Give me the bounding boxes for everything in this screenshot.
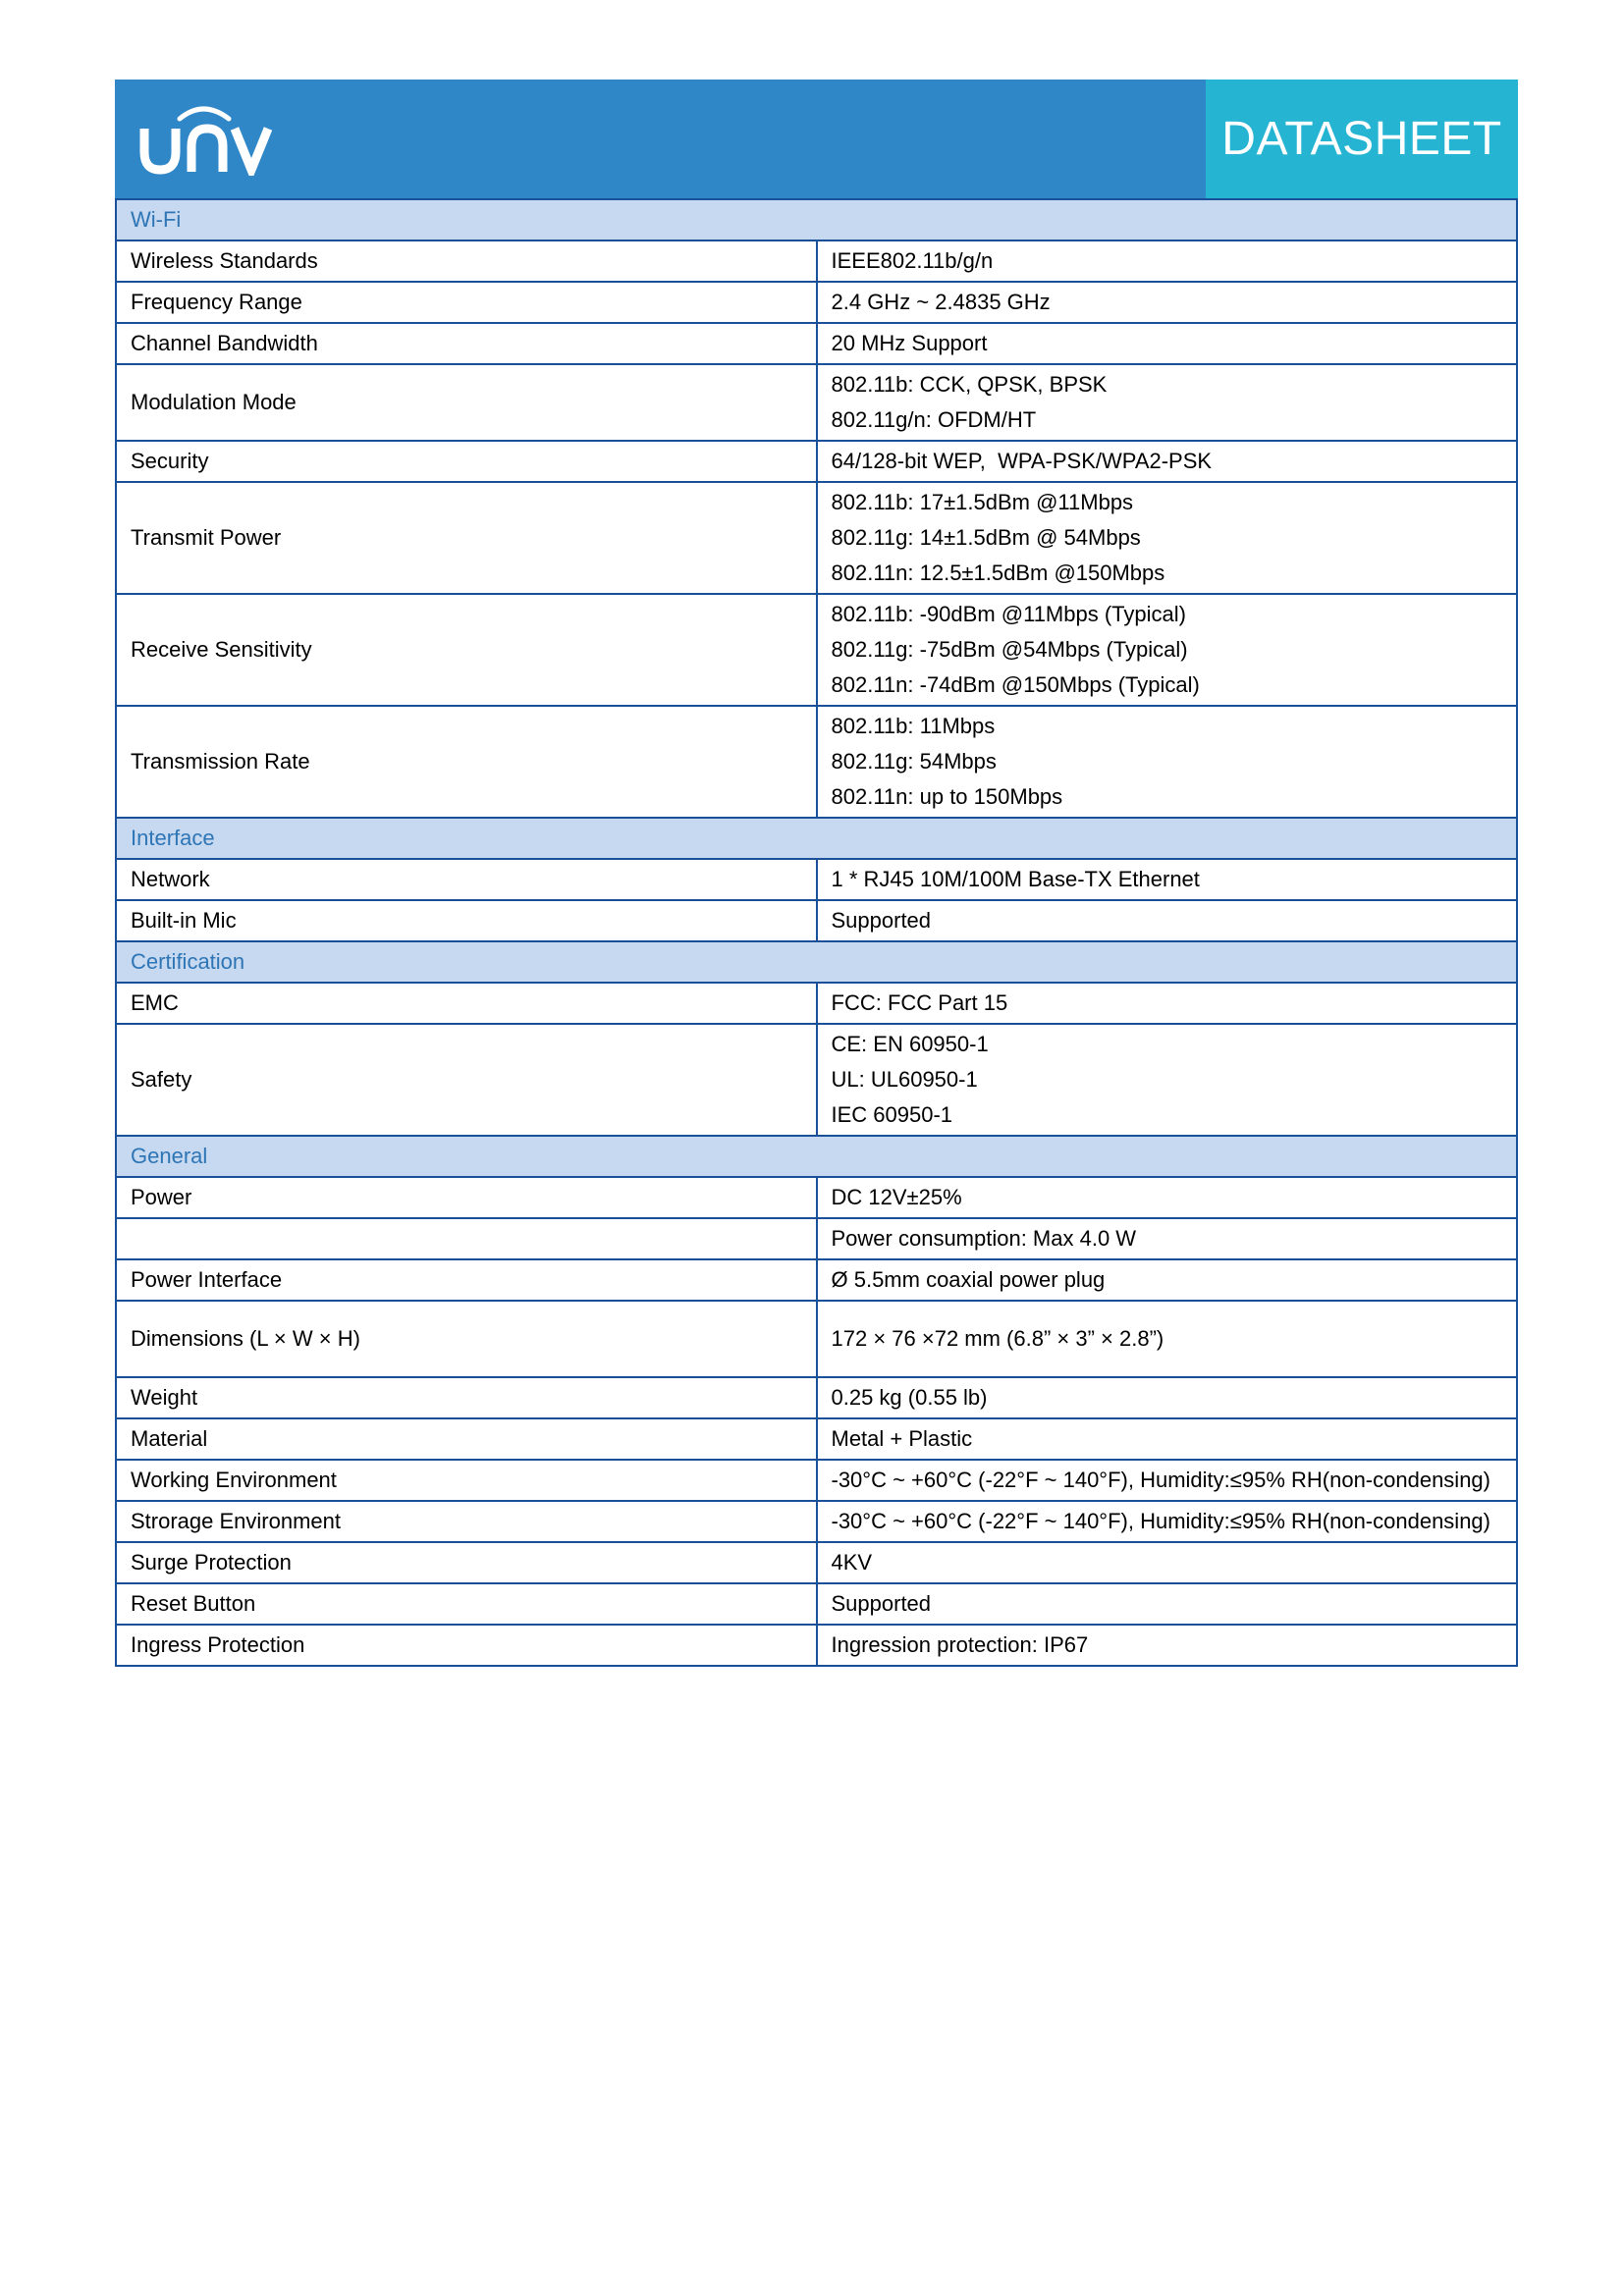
spec-value: 4KV (817, 1542, 1518, 1583)
spec-label: Power Interface (116, 1259, 817, 1301)
spec-label: Working Environment (116, 1460, 817, 1501)
spec-table (115, 198, 1518, 1667)
datasheet-title: DATASHEET (1221, 113, 1502, 165)
spec-row (116, 706, 1517, 818)
spec-value: Ø 5.5mm coaxial power plug (817, 1259, 1518, 1301)
spec-row (116, 1625, 1517, 1666)
spec-value-line: CE: EN 60950-1 (831, 1032, 989, 1056)
spec-label (116, 1218, 817, 1259)
spec-row (116, 1218, 1517, 1259)
spec-value-line: 802.11g/n: OFDM/HT (831, 407, 1037, 432)
section-wifi (116, 199, 1517, 240)
spec-row (116, 594, 1517, 706)
spec-row (116, 482, 1517, 594)
spec-value: 1 * RJ45 10M/100M Base-TX Ethernet (817, 859, 1518, 900)
spec-row (116, 323, 1517, 364)
spec-value: Supported (817, 1583, 1518, 1625)
spec-label: Surge Protection (116, 1542, 817, 1583)
spec-label: Transmit Power (116, 482, 817, 594)
spec-value-line: 802.11b: 17±1.5dBm @11Mbps (831, 490, 1134, 514)
spec-row (116, 1301, 1517, 1377)
spec-value: 2.4 GHz ~ 2.4835 GHz (817, 282, 1518, 323)
spec-value (817, 364, 1518, 441)
section-title: Certification (116, 941, 1517, 983)
spec-row (116, 983, 1517, 1024)
spec-row (116, 1460, 1517, 1501)
spec-value-line: IEC 60950-1 (831, 1102, 953, 1127)
spec-label: Modulation Mode (116, 364, 817, 441)
spec-value-line: 802.11b: CCK, QPSK, BPSK (831, 372, 1108, 397)
spec-value (817, 706, 1518, 818)
spec-label: Dimensions (L × W × H) (116, 1301, 817, 1377)
section-general (116, 1136, 1517, 1177)
spec-row (116, 1501, 1517, 1542)
spec-label: Weight (116, 1377, 817, 1418)
spec-label: Strorage Environment (116, 1501, 817, 1542)
spec-value: 0.25 kg (0.55 lb) (817, 1377, 1518, 1418)
spec-row (116, 1377, 1517, 1418)
spec-value-line: 802.11n: 12.5±1.5dBm @150Mbps (831, 561, 1165, 585)
spec-value-line: 802.11n: -74dBm @150Mbps (Typical) (831, 672, 1200, 697)
spec-label: Material (116, 1418, 817, 1460)
spec-value: Metal + Plastic (817, 1418, 1518, 1460)
spec-value: 20 MHz Support (817, 323, 1518, 364)
spec-row (116, 441, 1517, 482)
spec-value: Ingression protection: IP67 (817, 1625, 1518, 1666)
spec-row (116, 240, 1517, 282)
spec-value (817, 482, 1518, 594)
section-title: Interface (116, 818, 1517, 859)
spec-row (116, 1024, 1517, 1136)
spec-value (817, 1024, 1518, 1136)
spec-row (116, 1418, 1517, 1460)
section-title: Wi-Fi (116, 199, 1517, 240)
spec-label: Ingress Protection (116, 1625, 817, 1666)
spec-label: Built-in Mic (116, 900, 817, 941)
spec-value-line: 802.11g: 14±1.5dBm @ 54Mbps (831, 525, 1141, 550)
section-interface (116, 818, 1517, 859)
spec-label: Channel Bandwidth (116, 323, 817, 364)
spec-label: Security (116, 441, 817, 482)
spec-value-line: UL: UL60950-1 (831, 1067, 978, 1092)
spec-value (817, 594, 1518, 706)
spec-row (116, 1177, 1517, 1218)
spec-row (116, 1583, 1517, 1625)
spec-label: Frequency Range (116, 282, 817, 323)
spec-value: DC 12V±25% (817, 1177, 1518, 1218)
spec-value: 64/128-bit WEP, WPA-PSK/WPA2-PSK (817, 441, 1518, 482)
spec-value-line: 802.11b: -90dBm @11Mbps (Typical) (831, 602, 1186, 626)
spec-row (116, 859, 1517, 900)
spec-label: EMC (116, 983, 817, 1024)
datasheet-title-box (1206, 80, 1518, 198)
spec-value-line: 802.11g: -75dBm @54Mbps (Typical) (831, 637, 1188, 662)
spec-label: Reset Button (116, 1583, 817, 1625)
spec-row (116, 282, 1517, 323)
spec-label: Transmission Rate (116, 706, 817, 818)
spec-row (116, 364, 1517, 441)
spec-value: Power consumption: Max 4.0 W (817, 1218, 1518, 1259)
spec-value: -30°C ~ +60°C (-22°F ~ 140°F), Humidity:≤95% RH(non-condensing) (817, 1501, 1518, 1542)
spec-label: Network (116, 859, 817, 900)
spec-value: FCC: FCC Part 15 (817, 983, 1518, 1024)
spec-value-line: 802.11g: 54Mbps (831, 749, 997, 774)
spec-row (116, 1542, 1517, 1583)
datasheet-page (115, 80, 1518, 1667)
spec-label: Safety (116, 1024, 817, 1136)
spec-label: Receive Sensitivity (116, 594, 817, 706)
spec-row (116, 1259, 1517, 1301)
section-title: General (116, 1136, 1517, 1177)
spec-row (116, 900, 1517, 941)
spec-label: Power (116, 1177, 817, 1218)
spec-value: -30°C ~ +60°C (-22°F ~ 140°F), Humidity:≤95% RH(non-condensing) (817, 1460, 1518, 1501)
spec-value: Supported (817, 900, 1518, 941)
spec-value-line: 802.11b: 11Mbps (831, 714, 996, 738)
header-banner (115, 80, 1518, 198)
spec-label: Wireless Standards (116, 240, 817, 282)
spec-value: 172 × 76 ×72 mm (6.8” × 3” × 2.8”) (817, 1301, 1518, 1377)
section-certification (116, 941, 1517, 983)
spec-value-line: 802.11n: up to 150Mbps (831, 784, 1063, 809)
unv-logo (138, 101, 276, 176)
spec-value: IEEE802.11b/g/n (817, 240, 1518, 282)
